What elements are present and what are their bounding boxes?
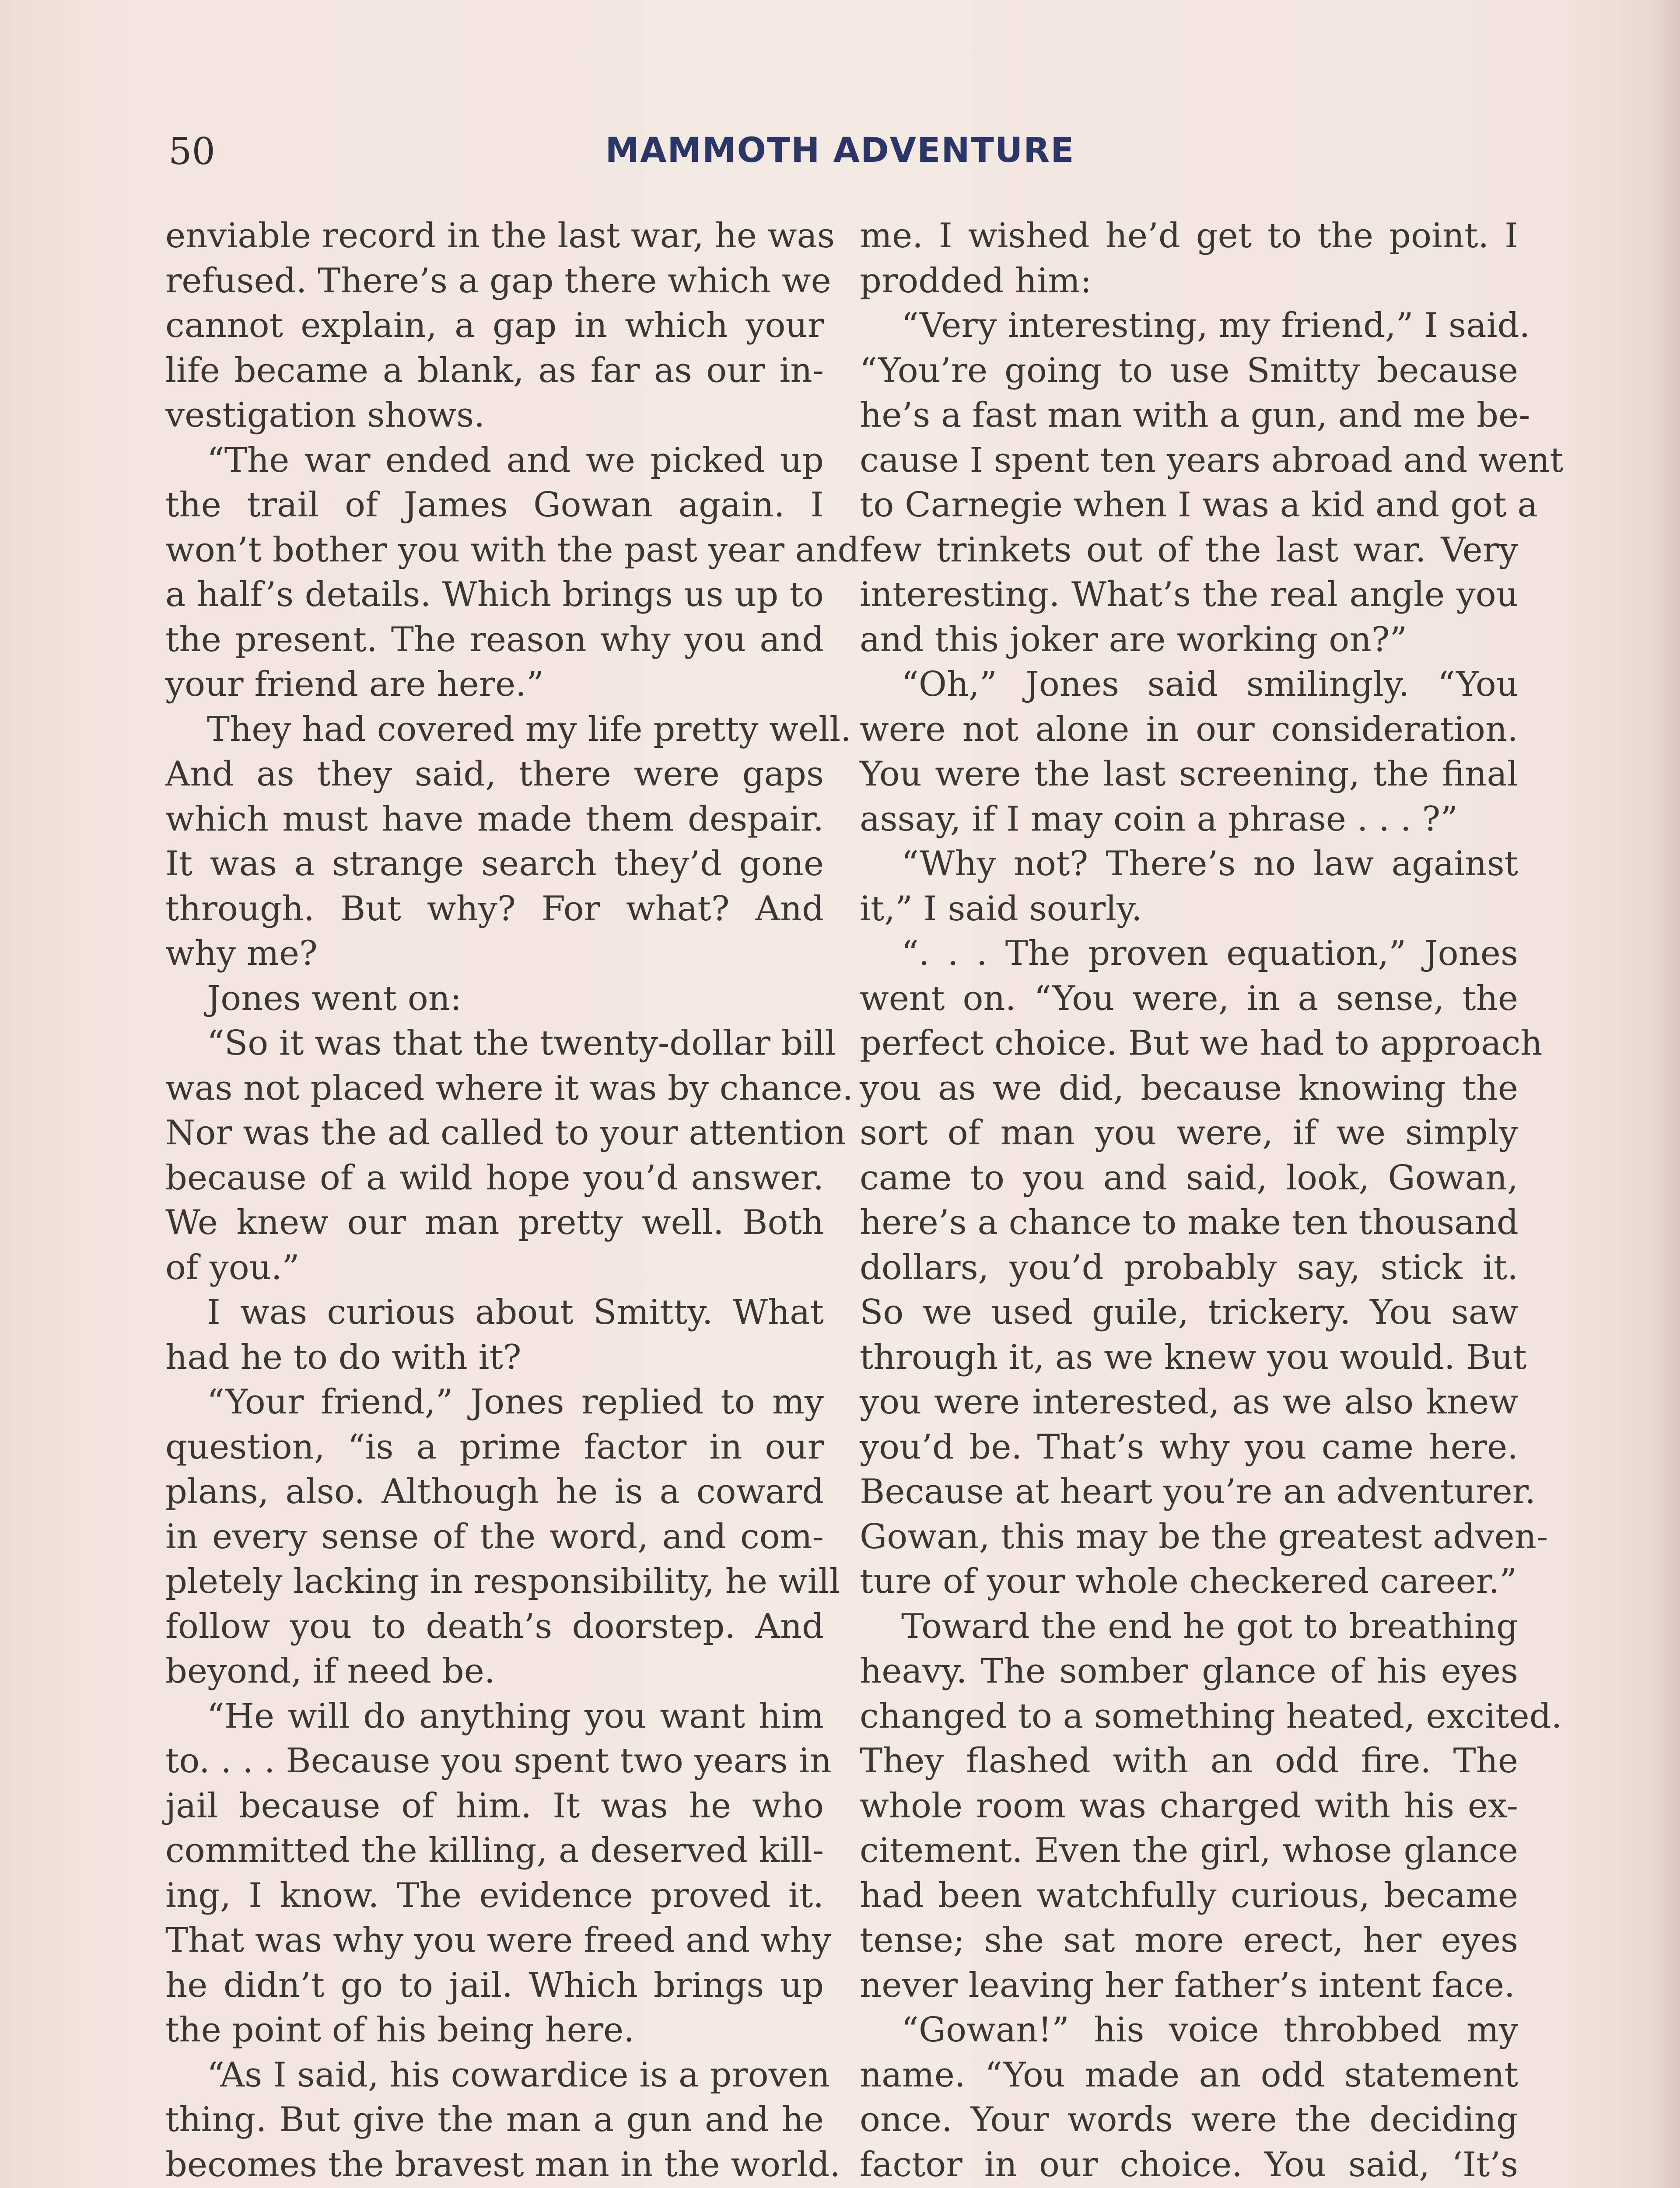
text-line: was not placed where it was by chance. — [165, 1068, 854, 1108]
text-line: interesting. What’s the real angle you — [860, 575, 1518, 614]
page-edge-shadow — [1649, 0, 1680, 2188]
text-line: “Why not? There’s no law against — [901, 844, 1518, 884]
text-line: went on. “You were, in a sense, the — [860, 978, 1518, 1018]
text-line: had he to do with it? — [165, 1337, 522, 1377]
text-line: tense; she sat more erect, her eyes — [860, 1921, 1518, 1960]
text-line: ture of your whole checkered career.” — [860, 1562, 1517, 1601]
text-line: They flashed with an odd fire. The — [860, 1741, 1518, 1781]
text-line: “Your friend,” Jones replied to my — [207, 1382, 824, 1422]
text-line: “Oh,” Jones said smilingly. “You — [901, 665, 1518, 704]
text-line: to Carnegie when I was a kid and got a — [860, 485, 1538, 525]
text-line: won’t bother you with the past year and — [165, 530, 860, 570]
text-line: Because at heart you’re an adventurer. — [860, 1472, 1536, 1511]
text-line: it,” I said sourly. — [860, 889, 1142, 929]
text-line: becomes the bravest man in the world. — [165, 2145, 841, 2184]
text-line: because of a wild hope you’d answer. — [165, 1158, 824, 1198]
text-line: dollars, you’d probably say, stick it. — [860, 1248, 1518, 1287]
text-line: you’d be. That’s why you came here. — [860, 1427, 1518, 1467]
text-line: plans, also. Although he is a coward — [165, 1472, 824, 1511]
text-line: and this joker are working on?” — [860, 620, 1407, 659]
text-line: committed the killing, a deserved kill- — [165, 1831, 824, 1870]
text-line: beyond, if need be. — [165, 1652, 495, 1691]
text-line: pletely lacking in responsibility, he will — [165, 1562, 840, 1601]
text-line: Toward the end he got to breathing — [901, 1606, 1518, 1646]
text-line: he’s a fast man with a gun, and me be- — [860, 396, 1530, 435]
text-line: We knew our man pretty well. Both — [165, 1203, 824, 1242]
text-line: changed to a something heated, excited. — [860, 1696, 1562, 1736]
text-line: you were interested, as we also knew — [860, 1382, 1518, 1422]
text-line: the present. The reason why you and — [165, 620, 824, 659]
text-line: enviable record in the last war, he was — [165, 216, 835, 256]
text-line: cannot explain, a gap in which your — [165, 306, 824, 345]
text-line: citement. Even the girl, whose glance — [860, 1831, 1518, 1870]
text-line: That was why you were freed and why — [165, 1921, 831, 1960]
text-line: follow you to death’s doorstep. And — [165, 1606, 824, 1646]
text-line: life became a blank, as far as our in- — [165, 351, 824, 390]
text-line: jail because of him. It was he who — [165, 1786, 824, 1826]
text-line: vestigation shows. — [165, 396, 485, 435]
text-line: sort of man you were, if we simply — [860, 1113, 1518, 1153]
text-line: the trail of James Gowan again. I — [165, 485, 824, 525]
text-line: And as they said, there were gaps — [165, 754, 824, 794]
text-line: why me? — [165, 934, 318, 973]
text-line: “You’re going to use Smitty because — [860, 351, 1518, 390]
text-line: “. . . The proven equation,” Jones — [901, 934, 1518, 973]
text-line: name. “You made an odd statement — [860, 2055, 1518, 2095]
text-line: factor in our choice. You said, ‘It’s — [860, 2145, 1518, 2184]
text-line: to. . . . Because you spent two years in — [165, 1741, 832, 1781]
text-line: heavy. The somber glance of his eyes — [860, 1652, 1518, 1691]
text-line: “As I said, his cowardice is a proven — [207, 2055, 830, 2095]
text-line: of you.” — [165, 1248, 300, 1287]
page-number: 50 — [168, 130, 215, 173]
text-line: So we used guile, trickery. You saw — [860, 1293, 1518, 1332]
text-line: Gowan, this may be the greatest adven- — [860, 1517, 1548, 1557]
text-line: few trinkets out of the last war. Very — [860, 530, 1518, 570]
text-line: “Very interesting, my friend,” I said. — [901, 306, 1530, 345]
text-line: which must have made them despair. — [165, 799, 824, 839]
text-line: a half’s details. Which brings us up to — [165, 575, 824, 614]
text-line: me. I wished he’d get to the point. I — [860, 216, 1518, 256]
text-line: “He will do anything you want him — [207, 1696, 824, 1736]
text-line: Jones went on: — [207, 978, 462, 1018]
text-line: cause I spent ten years abroad and went — [860, 440, 1564, 480]
text-line: were not alone in our consideration. — [860, 709, 1518, 749]
text-line: thing. But give the man a gun and he — [165, 2100, 824, 2139]
text-line: ing, I know. The evidence proved it. — [165, 1876, 824, 1915]
text-line: Nor was the ad called to your attention — [165, 1113, 846, 1153]
text-line: in every sense of the word, and com- — [165, 1517, 824, 1557]
text-line: once. Your words were the deciding — [860, 2100, 1518, 2139]
text-line: refused. There’s a gap there which we — [165, 261, 831, 301]
text-line: the point of his being here. — [165, 2010, 635, 2050]
text-line: through it, as we knew you would. But — [860, 1337, 1527, 1377]
right-text-column — [860, 214, 1564, 2188]
left-text-column — [165, 214, 860, 2188]
text-line: “The war ended and we picked up — [207, 440, 824, 480]
text-line: your friend are here.” — [165, 665, 544, 704]
text-line: had been watchfully curious, became — [860, 1876, 1518, 1915]
text-line: you as we did, because knowing the — [860, 1068, 1518, 1108]
text-line: “So it was that the twenty-dollar bill — [207, 1024, 836, 1063]
text-line: “Gowan!” his voice throbbed my — [901, 2010, 1518, 2050]
text-line: whole room was charged with his ex- — [860, 1786, 1518, 1826]
running-title: MAMMOTH ADVENTURE — [605, 131, 1075, 170]
text-line: never leaving her father’s intent face. — [860, 1965, 1515, 2005]
text-line: came to you and said, look, Gowan, — [860, 1158, 1518, 1198]
text-line: question, “is a prime factor in our — [165, 1427, 824, 1467]
text-line: They had covered my life pretty well. — [207, 709, 851, 749]
text-line: perfect choice. But we had to approach — [860, 1024, 1543, 1063]
text-line: through. But why? For what? And — [165, 889, 824, 929]
text-line: I was curious about Smitty. What — [207, 1293, 824, 1332]
text-line: assay, if I may coin a phrase . . . ?” — [860, 799, 1458, 839]
text-line: You were the last screening, the final — [860, 754, 1518, 794]
text-line: prodded him: — [860, 261, 1092, 301]
text-line: here’s a chance to make ten thousand — [860, 1203, 1519, 1242]
text-line: he didn’t go to jail. Which brings up — [165, 1965, 824, 2005]
text-line: It was a strange search they’d gone — [165, 844, 824, 884]
